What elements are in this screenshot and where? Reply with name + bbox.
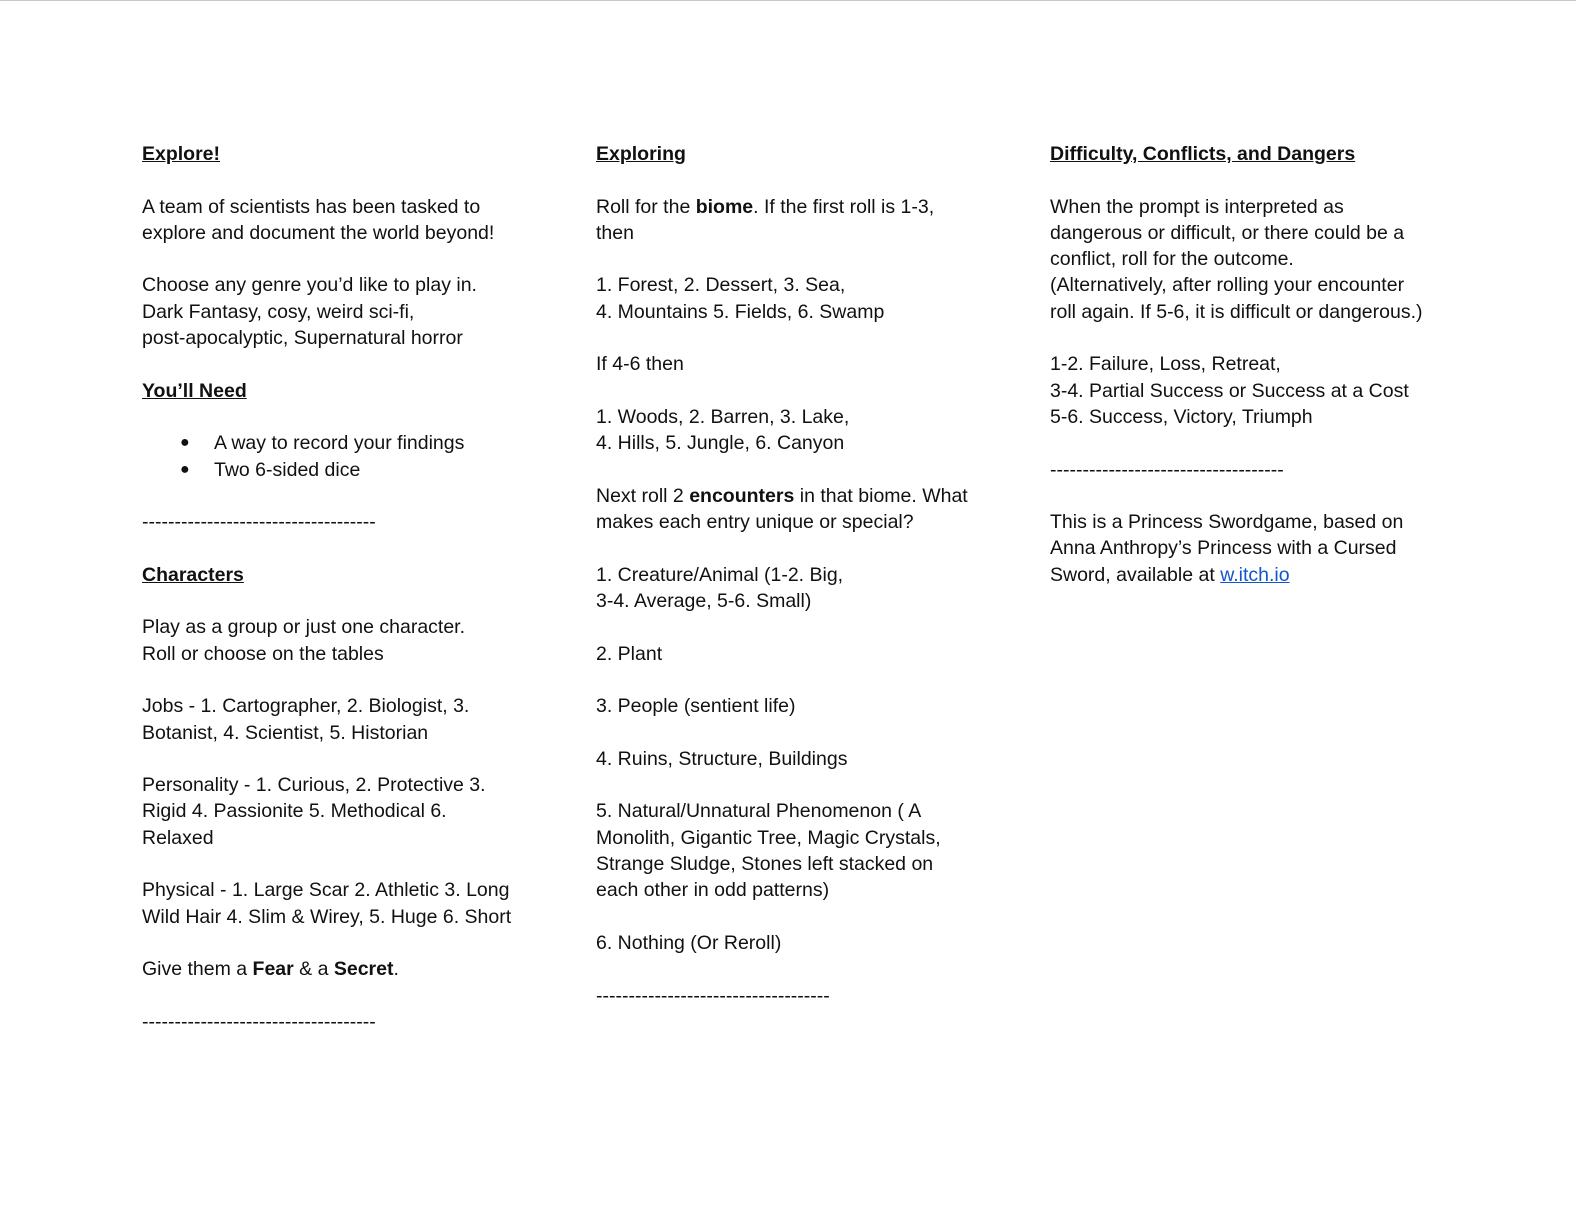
column-right	[1050, 141, 1450, 588]
divider: ------------------------------------	[142, 1010, 376, 1033]
genre-line-3: post-apocalyptic, Supernatural horror	[142, 327, 463, 350]
heading-characters: Characters	[142, 563, 244, 586]
next-post-text: in that biome. What	[794, 484, 968, 507]
roll-post-text: . If the first roll is 1-3,	[753, 195, 935, 218]
column-left	[142, 141, 542, 1035]
needs-list	[142, 430, 542, 483]
page-top-border	[0, 0, 1576, 1]
encounters-line-2: makes each entry unique or special?	[596, 511, 914, 534]
personality-line-1: Personality - 1. Curious, 2. Protective 3.	[142, 774, 486, 797]
fear-word: Fear	[252, 958, 294, 981]
credit-pre-text: Sword, available at	[1050, 563, 1221, 586]
credit-line-2: Anna Anthropy’s Princess with a Cursed	[1050, 537, 1397, 560]
biome-word: biome	[695, 195, 754, 218]
jobs-line-2: Botanist, 4. Scientist, 5. Historian	[142, 721, 429, 744]
encounter-4: 4. Ruins, Structure, Buildings	[596, 747, 848, 770]
physical-line-2: Wild Hair 4. Slim & Wirey, 5. Huge 6. Short	[142, 905, 512, 928]
roll-biome-line-2: then	[596, 221, 634, 244]
difficulty-line-5: roll again. If 5-6, it is difficult or dangerous.)	[1050, 300, 1423, 323]
encounter-1-line-2: 3-4. Average, 5-6. Small)	[596, 590, 812, 613]
encounter-5-line-4: each other in odd patterns)	[596, 879, 830, 902]
outcome-1: 1-2. Failure, Loss, Retreat,	[1050, 353, 1281, 376]
roll-pre-text: Roll for the	[596, 195, 696, 218]
column-middle	[596, 141, 996, 1009]
fear-mid-text: & a	[293, 958, 334, 981]
outcome-2: 3-4. Partial Success or Success at a Cost	[1050, 379, 1409, 402]
encounter-1-line-1: 1. Creature/Animal (1-2. Big,	[596, 563, 844, 586]
physical-line-1: Physical - 1. Large Scar 2. Athletic 3. Long	[142, 879, 510, 902]
difficulty-line-2: dangerous or difficult, or there could be a	[1050, 221, 1405, 244]
credit-line-1: This is a Princess Swordgame, based on	[1050, 511, 1404, 534]
encounter-5-line-3: Strange Sludge, Stones left stacked on	[596, 853, 934, 876]
if-4-6-line: If 4-6 then	[596, 353, 684, 376]
biomes-a-line-2: 4. Mountains 5. Fields, 6. Swamp	[596, 300, 885, 323]
personality-line-2: Rigid 4. Passionite 5. Methodical 6.	[142, 800, 447, 823]
difficulty-line-1: When the prompt is interpreted as	[1050, 195, 1344, 218]
heading-explore: Explore!	[142, 143, 221, 165]
encounter-2: 2. Plant	[596, 642, 663, 665]
list-item	[142, 457, 542, 483]
encounter-6: 6. Nothing (Or Reroll)	[596, 931, 782, 954]
divider: ------------------------------------	[142, 511, 376, 534]
characters-line-1: Play as a group or just one character.	[142, 616, 466, 639]
bullet-icon: ●	[180, 434, 190, 452]
genre-line-2: Dark Fantasy, cosy, weird sci-fi,	[142, 300, 415, 323]
encounters-word: encounters	[689, 484, 795, 507]
divider: ------------------------------------	[596, 984, 830, 1007]
itch-link[interactable]: w.itch.io	[1220, 563, 1290, 586]
intro-line-2: explore and document the world beyond!	[142, 221, 495, 244]
difficulty-line-4: (Alternatively, after rolling your encounter	[1050, 274, 1405, 297]
intro-line-1: A team of scientists has been tasked to	[142, 195, 481, 218]
jobs-line-1: Jobs - 1. Cartographer, 2. Biologist, 3.	[142, 695, 470, 718]
next-pre-text: Next roll 2	[596, 484, 690, 507]
heading-youll-need: You’ll Need	[142, 379, 247, 402]
encounter-5-line-1: 5. Natural/Unnatural Phenomenon ( A	[596, 800, 922, 823]
bullet-icon: ●	[180, 460, 190, 478]
genre-line-1: Choose any genre you’d like to play in.	[142, 274, 477, 297]
difficulty-line-3: conflict, roll for the outcome.	[1050, 248, 1294, 271]
secret-word: Secret	[333, 958, 394, 981]
fear-secret-line	[142, 956, 542, 982]
credit-line-3	[1050, 562, 1450, 588]
heading-exploring: Exploring	[596, 143, 686, 165]
biomes-a-line-1: 1. Forest, 2. Dessert, 3. Sea,	[596, 274, 846, 297]
outcome-3: 5-6. Success, Victory, Triumph	[1050, 405, 1313, 428]
encounter-3: 3. People (sentient life)	[596, 695, 796, 718]
biomes-b-line-1: 1. Woods, 2. Barren, 3. Lake,	[596, 405, 850, 428]
list-item	[142, 430, 542, 456]
encounter-5-line-2: Monolith, Gigantic Tree, Magic Crystals,	[596, 826, 941, 849]
personality-line-3: Relaxed	[142, 826, 214, 849]
divider: ------------------------------------	[1050, 458, 1284, 481]
characters-line-2: Roll or choose on the tables	[142, 642, 384, 665]
fear-end-text: .	[393, 958, 399, 981]
fear-pre-text: Give them a	[142, 958, 253, 981]
need-item-text: Two 6-sided dice	[214, 458, 361, 481]
encounters-line-1	[596, 483, 996, 509]
need-item-text: A way to record your findings	[214, 432, 465, 455]
heading-difficulty: Difficulty, Conflicts, and Dangers	[1050, 143, 1356, 165]
roll-biome-line-1	[596, 194, 996, 220]
biomes-b-line-2: 4. Hills, 5. Jungle, 6. Canyon	[596, 432, 845, 455]
